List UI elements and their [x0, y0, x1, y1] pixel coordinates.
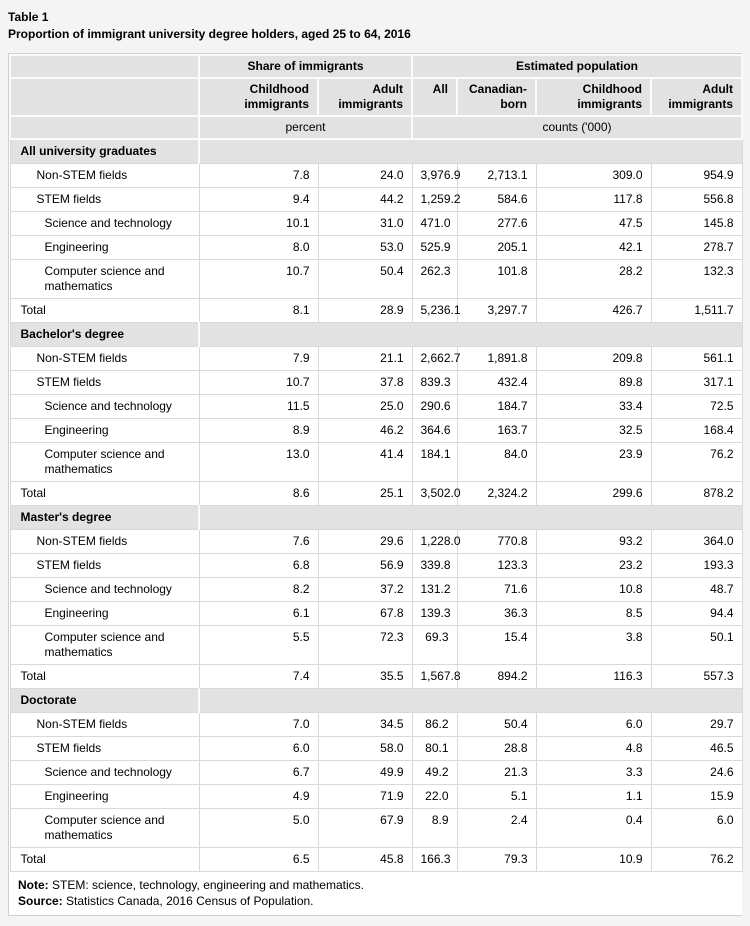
value-cell: 76.2 — [651, 443, 742, 482]
value-cell: 2,324.2 — [457, 482, 536, 506]
value-cell: 89.8 — [536, 371, 651, 395]
value-cell: 23.2 — [536, 554, 651, 578]
value-cell: 954.9 — [651, 164, 742, 188]
value-cell: 72.5 — [651, 395, 742, 419]
unit-percent: percent — [199, 116, 412, 139]
row-label: Science and technology — [10, 578, 199, 602]
value-cell: 15.4 — [457, 626, 536, 665]
row-label: Total — [10, 665, 199, 689]
column-header-adult-immigrants-share: Adult immigrants — [318, 78, 412, 116]
value-cell: 123.3 — [457, 554, 536, 578]
corner-cell — [10, 55, 199, 78]
value-cell: 37.2 — [318, 578, 412, 602]
value-cell: 262.3 — [412, 260, 457, 299]
value-cell: 193.3 — [651, 554, 742, 578]
table-row — [10, 809, 742, 848]
value-cell: 29.7 — [651, 713, 742, 737]
source-line — [18, 893, 734, 909]
row-label: Engineering — [10, 785, 199, 809]
value-cell: 24.0 — [318, 164, 412, 188]
row-label: Computer science and mathematics — [10, 443, 199, 482]
value-cell: 0.4 — [536, 809, 651, 848]
row-label: Science and technology — [10, 395, 199, 419]
value-cell: 132.3 — [651, 260, 742, 299]
value-cell: 67.9 — [318, 809, 412, 848]
value-cell: 46.5 — [651, 737, 742, 761]
table-row — [10, 236, 742, 260]
value-cell: 471.0 — [412, 212, 457, 236]
value-cell: 42.1 — [536, 236, 651, 260]
value-cell: 364.0 — [651, 530, 742, 554]
unit-row — [10, 116, 742, 139]
value-cell: 168.4 — [651, 419, 742, 443]
value-cell: 339.8 — [412, 554, 457, 578]
corner-cell — [10, 116, 199, 139]
value-cell: 31.0 — [318, 212, 412, 236]
value-cell: 10.7 — [199, 260, 318, 299]
value-cell: 10.8 — [536, 578, 651, 602]
value-cell: 3,976.9 — [412, 164, 457, 188]
table-row — [10, 299, 742, 323]
row-label: STEM fields — [10, 737, 199, 761]
value-cell: 28.9 — [318, 299, 412, 323]
value-cell: 209.8 — [536, 347, 651, 371]
section-header-row — [10, 689, 742, 713]
value-cell: 278.7 — [651, 236, 742, 260]
value-cell: 50.4 — [457, 713, 536, 737]
value-cell: 7.0 — [199, 713, 318, 737]
value-cell: 163.7 — [457, 419, 536, 443]
value-cell: 11.5 — [199, 395, 318, 419]
row-label: Engineering — [10, 419, 199, 443]
section-title: Doctorate — [10, 689, 199, 713]
value-cell: 24.6 — [651, 761, 742, 785]
value-cell: 84.0 — [457, 443, 536, 482]
value-cell: 4.9 — [199, 785, 318, 809]
value-cell: 8.1 — [199, 299, 318, 323]
value-cell: 584.6 — [457, 188, 536, 212]
section-spacer — [199, 506, 742, 530]
row-label: Computer science and mathematics — [10, 626, 199, 665]
value-cell: 58.0 — [318, 737, 412, 761]
table-row — [10, 260, 742, 299]
value-cell: 317.1 — [651, 371, 742, 395]
value-cell: 1,511.7 — [651, 299, 742, 323]
section-title: Bachelor's degree — [10, 323, 199, 347]
column-header-childhood-immigrants-share: Childhood immigrants — [199, 78, 318, 116]
row-label: Total — [10, 482, 199, 506]
value-cell: 364.6 — [412, 419, 457, 443]
value-cell: 49.2 — [412, 761, 457, 785]
value-cell: 205.1 — [457, 236, 536, 260]
value-cell: 46.2 — [318, 419, 412, 443]
value-cell: 6.8 — [199, 554, 318, 578]
value-cell: 23.9 — [536, 443, 651, 482]
value-cell: 426.7 — [536, 299, 651, 323]
value-cell: 7.6 — [199, 530, 318, 554]
value-cell: 3,297.7 — [457, 299, 536, 323]
value-cell: 15.9 — [651, 785, 742, 809]
table-row — [10, 164, 742, 188]
table-row — [10, 395, 742, 419]
table-row — [10, 443, 742, 482]
value-cell: 13.0 — [199, 443, 318, 482]
value-cell: 93.2 — [536, 530, 651, 554]
value-cell: 8.5 — [536, 602, 651, 626]
value-cell: 561.1 — [651, 347, 742, 371]
value-cell: 117.8 — [536, 188, 651, 212]
source-label: Source: — [18, 894, 63, 908]
row-label: Non-STEM fields — [10, 164, 199, 188]
value-cell: 50.1 — [651, 626, 742, 665]
row-label: Engineering — [10, 602, 199, 626]
value-cell: 69.3 — [412, 626, 457, 665]
column-group-population: Estimated population — [412, 55, 742, 78]
value-cell: 56.9 — [318, 554, 412, 578]
value-cell: 10.9 — [536, 848, 651, 872]
value-cell: 2,662.7 — [412, 347, 457, 371]
value-cell: 277.6 — [457, 212, 536, 236]
group-header-row — [10, 55, 742, 78]
table-body — [10, 139, 742, 872]
value-cell: 1,259.2 — [412, 188, 457, 212]
table-container — [8, 53, 742, 916]
value-cell: 4.8 — [536, 737, 651, 761]
table-row — [10, 188, 742, 212]
row-label: Total — [10, 848, 199, 872]
value-cell: 35.5 — [318, 665, 412, 689]
value-cell: 770.8 — [457, 530, 536, 554]
value-cell: 9.4 — [199, 188, 318, 212]
value-cell: 290.6 — [412, 395, 457, 419]
value-cell: 309.0 — [536, 164, 651, 188]
table-subtitle: Proportion of immigrant university degree holders, aged 25 to 64, 2016 — [8, 27, 411, 41]
value-cell: 3.8 — [536, 626, 651, 665]
value-cell: 72.3 — [318, 626, 412, 665]
value-cell: 5.1 — [457, 785, 536, 809]
value-cell: 8.0 — [199, 236, 318, 260]
data-table — [9, 54, 743, 915]
table-row — [10, 578, 742, 602]
value-cell: 71.6 — [457, 578, 536, 602]
value-cell: 33.4 — [536, 395, 651, 419]
value-cell: 94.4 — [651, 602, 742, 626]
value-cell: 76.2 — [651, 848, 742, 872]
value-cell: 3,502.0 — [412, 482, 457, 506]
column-header-adult-immigrants-pop: Adult immigrants — [651, 78, 742, 116]
table-row — [10, 554, 742, 578]
row-label: Science and technology — [10, 212, 199, 236]
value-cell: 1,228.0 — [412, 530, 457, 554]
value-cell: 32.5 — [536, 419, 651, 443]
value-cell: 36.3 — [457, 602, 536, 626]
column-header-row — [10, 78, 742, 116]
section-spacer — [199, 689, 742, 713]
value-cell: 7.9 — [199, 347, 318, 371]
value-cell: 8.2 — [199, 578, 318, 602]
table-row — [10, 713, 742, 737]
column-header-canadian-born: Canadian-born — [457, 78, 536, 116]
table-row — [10, 626, 742, 665]
table-title: Table 1 — [8, 10, 49, 24]
value-cell: 184.1 — [412, 443, 457, 482]
table-row — [10, 419, 742, 443]
table-row — [10, 347, 742, 371]
value-cell: 8.6 — [199, 482, 318, 506]
unit-counts: counts ('000) — [412, 116, 742, 139]
value-cell: 29.6 — [318, 530, 412, 554]
column-header-all: All — [412, 78, 457, 116]
value-cell: 7.4 — [199, 665, 318, 689]
value-cell: 7.8 — [199, 164, 318, 188]
value-cell: 41.4 — [318, 443, 412, 482]
section-title: All university graduates — [10, 139, 199, 164]
value-cell: 45.8 — [318, 848, 412, 872]
value-cell: 3.3 — [536, 761, 651, 785]
value-cell: 145.8 — [651, 212, 742, 236]
value-cell: 525.9 — [412, 236, 457, 260]
section-header-row — [10, 506, 742, 530]
value-cell: 131.2 — [412, 578, 457, 602]
value-cell: 432.4 — [457, 371, 536, 395]
value-cell: 21.1 — [318, 347, 412, 371]
value-cell: 10.1 — [199, 212, 318, 236]
section-spacer — [199, 139, 742, 164]
value-cell: 6.7 — [199, 761, 318, 785]
value-cell: 44.2 — [318, 188, 412, 212]
value-cell: 5.0 — [199, 809, 318, 848]
value-cell: 37.8 — [318, 371, 412, 395]
value-cell: 53.0 — [318, 236, 412, 260]
value-cell: 6.1 — [199, 602, 318, 626]
value-cell: 166.3 — [412, 848, 457, 872]
value-cell: 6.5 — [199, 848, 318, 872]
table-row — [10, 602, 742, 626]
value-cell: 8.9 — [199, 419, 318, 443]
value-cell: 5.5 — [199, 626, 318, 665]
corner-cell — [10, 78, 199, 116]
value-cell: 6.0 — [199, 737, 318, 761]
table-header — [10, 55, 742, 139]
value-cell: 28.8 — [457, 737, 536, 761]
value-cell: 80.1 — [412, 737, 457, 761]
value-cell: 25.1 — [318, 482, 412, 506]
value-cell: 48.7 — [651, 578, 742, 602]
value-cell: 8.9 — [412, 809, 457, 848]
column-group-share: Share of immigrants — [199, 55, 412, 78]
value-cell: 47.5 — [536, 212, 651, 236]
table-row — [10, 785, 742, 809]
row-label: Total — [10, 299, 199, 323]
value-cell: 86.2 — [412, 713, 457, 737]
table-row — [10, 371, 742, 395]
note-line — [18, 877, 734, 893]
note-label: Note: — [18, 878, 49, 892]
section-header-row — [10, 139, 742, 164]
value-cell: 894.2 — [457, 665, 536, 689]
value-cell: 22.0 — [412, 785, 457, 809]
value-cell: 50.4 — [318, 260, 412, 299]
table-footer — [10, 872, 742, 916]
table-row — [10, 761, 742, 785]
column-header-childhood-immigrants-pop: Childhood immigrants — [536, 78, 651, 116]
table-row — [10, 737, 742, 761]
table-note-row — [10, 872, 742, 916]
value-cell: 34.5 — [318, 713, 412, 737]
value-cell: 5,236.1 — [412, 299, 457, 323]
value-cell: 116.3 — [536, 665, 651, 689]
row-label: Non-STEM fields — [10, 347, 199, 371]
row-label: STEM fields — [10, 554, 199, 578]
value-cell: 101.8 — [457, 260, 536, 299]
value-cell: 10.7 — [199, 371, 318, 395]
section-header-row — [10, 323, 742, 347]
value-cell: 2.4 — [457, 809, 536, 848]
value-cell: 25.0 — [318, 395, 412, 419]
value-cell: 139.3 — [412, 602, 457, 626]
row-label: Engineering — [10, 236, 199, 260]
value-cell: 28.2 — [536, 260, 651, 299]
value-cell: 299.6 — [536, 482, 651, 506]
value-cell: 878.2 — [651, 482, 742, 506]
value-cell: 1.1 — [536, 785, 651, 809]
note-text: STEM: science, technology, engineering and mathematics. — [52, 878, 364, 892]
value-cell: 1,891.8 — [457, 347, 536, 371]
row-label: Non-STEM fields — [10, 530, 199, 554]
table-row — [10, 212, 742, 236]
row-label: Non-STEM fields — [10, 713, 199, 737]
row-label: Computer science and mathematics — [10, 260, 199, 299]
table-row — [10, 665, 742, 689]
table-notes — [10, 872, 742, 916]
section-title: Master's degree — [10, 506, 199, 530]
value-cell: 49.9 — [318, 761, 412, 785]
value-cell: 6.0 — [651, 809, 742, 848]
value-cell: 839.3 — [412, 371, 457, 395]
value-cell: 71.9 — [318, 785, 412, 809]
value-cell: 21.3 — [457, 761, 536, 785]
value-cell: 2,713.1 — [457, 164, 536, 188]
value-cell: 6.0 — [536, 713, 651, 737]
section-spacer — [199, 323, 742, 347]
value-cell: 557.3 — [651, 665, 742, 689]
row-label: STEM fields — [10, 371, 199, 395]
value-cell: 184.7 — [457, 395, 536, 419]
table-row — [10, 482, 742, 506]
row-label: Science and technology — [10, 761, 199, 785]
value-cell: 67.8 — [318, 602, 412, 626]
value-cell: 556.8 — [651, 188, 742, 212]
table-row — [10, 848, 742, 872]
source-text: Statistics Canada, 2016 Census of Population. — [66, 894, 314, 908]
row-label: Computer science and mathematics — [10, 809, 199, 848]
value-cell: 1,567.8 — [412, 665, 457, 689]
row-label: STEM fields — [10, 188, 199, 212]
value-cell: 79.3 — [457, 848, 536, 872]
table-row — [10, 530, 742, 554]
